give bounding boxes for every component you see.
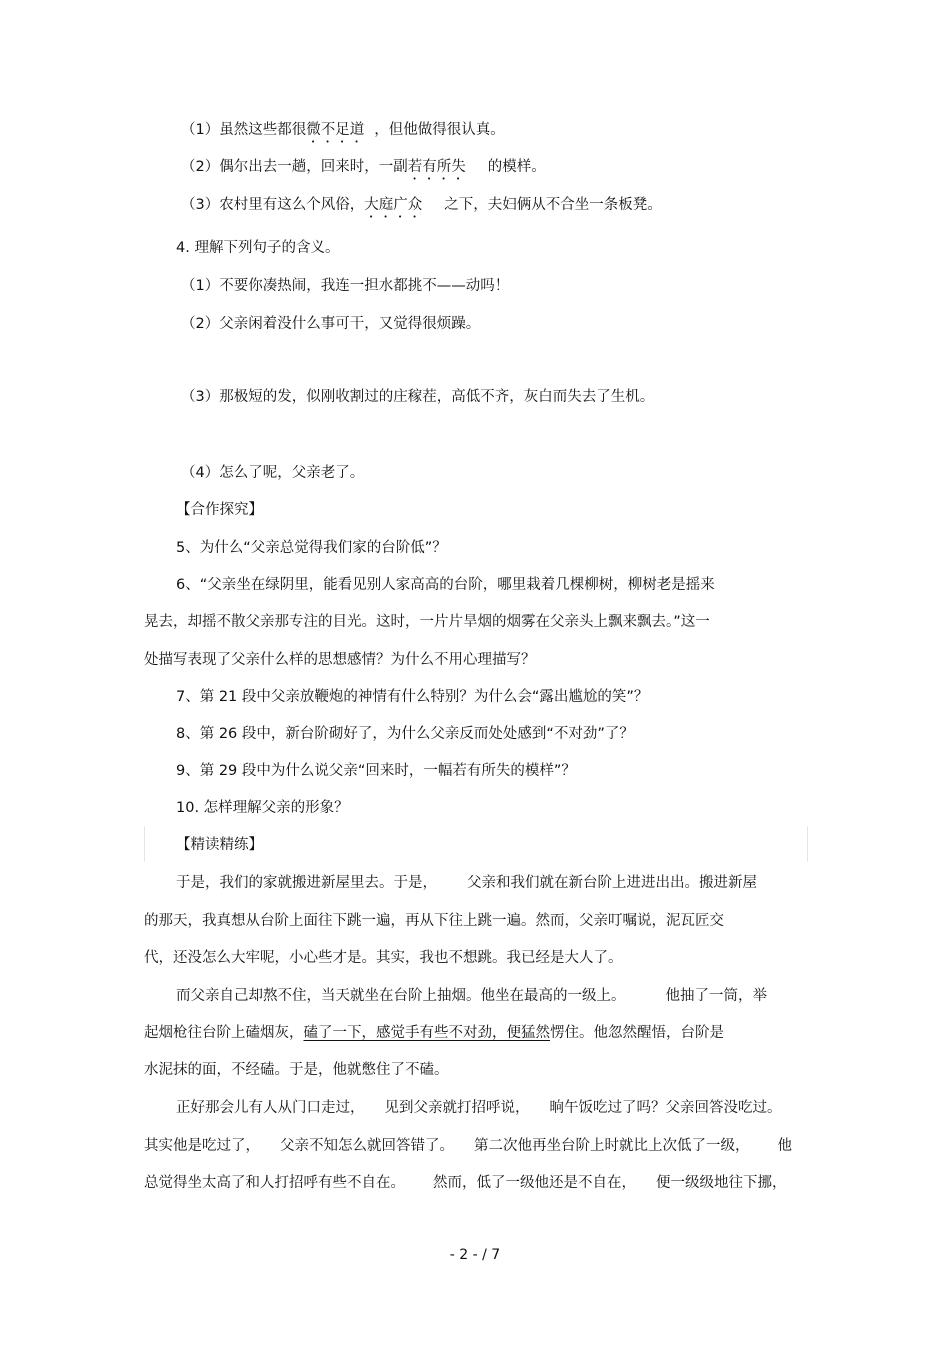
paragraph-2-line-3: 水泥抹的面，不经磕。于是，他就憋住了不磕。 xyxy=(144,1062,449,1078)
paragraph-3-text: 然而，低了一级他还是不自在， xyxy=(433,1175,636,1191)
question-9: 9、第 29 段中为什么说父亲“回来时，一幅若有所失的模样”？ xyxy=(176,763,576,779)
paragraph-3-text: 他 xyxy=(777,1138,792,1154)
paragraph-2-line-2 xyxy=(144,1023,724,1043)
question-4-sentence-1: （1）不要你凑热闹，我连一担水都挑不——动吗！ xyxy=(181,278,510,294)
paragraph-2-text: 起烟枪往台阶上磕烟灰， xyxy=(144,1025,304,1041)
vocab-sentence-1 xyxy=(181,120,505,146)
paragraph-3-text: 见到父亲就打招呼说， xyxy=(384,1100,530,1116)
vocab-sentence-2 xyxy=(181,157,546,183)
vocab-sentence-2-after: 的模样。 xyxy=(487,159,546,175)
question-4-title: 4. 理解下列句子的含义。 xyxy=(176,240,340,256)
vocab-emphasis-1: 微不足道 xyxy=(306,122,365,138)
question-6-line-2: 晃去，却摇不散父亲那专注的目光。这时，一片片旱烟的烟雾在父亲头上飘来飘去。”这一 xyxy=(144,614,710,630)
paragraph-1-line-2: 的那天，我真想从台阶上面往下跳一遍，再从下往上跳一遍。然而，父亲叮嘱说，泥瓦匠交 xyxy=(144,913,724,929)
paragraph-2-text: 他抽了一筒，举 xyxy=(665,988,767,1004)
question-5: 5、为什么“父亲总觉得我们家的台阶低”？ xyxy=(176,540,447,556)
paragraph-1-text: 父亲和我们就在新台阶上进进出出。搬进新屋 xyxy=(467,875,757,891)
paragraph-3-line-2 xyxy=(144,1136,792,1156)
paragraph-3-text: 第二次他再坐台阶上时就比上次低了一级， xyxy=(474,1138,750,1154)
paragraph-2-text: 愣住。他忽然醒悟，台阶是 xyxy=(550,1025,724,1041)
paragraph-3-text: 晌午饭吃过了吗？父亲回答没吃过。 xyxy=(549,1100,782,1116)
question-6-line-3: 处描写表现了父亲什么样的思想感情？为什么不用心理描写？ xyxy=(144,652,536,668)
question-8: 8、第 26 段中，新台阶砌好了，为什么父亲反而处处感到“不对劲”了？ xyxy=(176,726,634,742)
question-10: 10. 怎样理解父亲的形象？ xyxy=(176,800,349,816)
paragraph-3-line-1 xyxy=(176,1098,782,1118)
paragraph-2-text: 而父亲自己却熬不住，当天就坐在台阶上抽烟。他坐在最高的一级上。 xyxy=(176,988,626,1004)
vocab-sentence-1-after: ，但他做得很认真。 xyxy=(374,122,505,138)
vocab-sentence-1-before: （1）虽然这些都很 xyxy=(181,122,307,138)
page-number: - 2 - / 7 xyxy=(449,1247,501,1263)
vocab-sentence-3-before: （3）农村里有这么个风俗， xyxy=(181,197,365,213)
question-4-sentence-4: （4）怎么了呢，父亲老了。 xyxy=(181,465,365,481)
vocab-sentence-2-before: （2）偶尔出去一趟，回来时，一副 xyxy=(181,159,408,175)
vocab-sentence-3 xyxy=(181,195,662,221)
paragraph-1-line-1 xyxy=(176,873,757,893)
paragraph-1-line-3: 代，还没怎么大牢呢，小心些才是。其实，我也不想跳。我已经是大人了。 xyxy=(144,950,623,966)
section-heading-cooperative: 【合作探究】 xyxy=(176,502,263,518)
paragraph-3-line-3 xyxy=(144,1173,787,1193)
question-6-line-1: 6、“父亲坐在绿阴里，能看见别人家高高的台阶，哪里栽着几棵柳树，柳树老是摇来 xyxy=(176,577,715,593)
paragraph-3-text: 其实他是吃过了， xyxy=(144,1138,260,1154)
question-4-sentence-2: （2）父亲闲着没什么事可干，又觉得很烦躁。 xyxy=(181,316,481,332)
section-border-left xyxy=(144,826,145,862)
question-7: 7、第 21 段中父亲放鞭炮的神情有什么特别？为什么会“露出尴尬的笑”？ xyxy=(176,689,649,705)
paragraph-3-text: 父亲不知怎么就回答错了。 xyxy=(280,1138,454,1154)
vocab-emphasis-2: 若有所失 xyxy=(407,159,466,175)
question-4-sentence-3: （3）那极短的发，似刚收割过的庄稼茬，高低不齐，灰白而失去了生机。 xyxy=(181,389,655,405)
paragraph-3-text: 便一级级地往下挪， xyxy=(656,1175,787,1191)
paragraph-3-text: 总觉得坐太高了和人打招呼有些不自在。 xyxy=(144,1175,405,1191)
paragraph-1-text: 于是，我们的家就搬进新屋里去。于是， xyxy=(176,875,437,891)
section-border-right xyxy=(807,826,808,862)
paragraph-2-line-1 xyxy=(176,986,767,1006)
paragraph-3-text: 正好那会儿有人从门口走过， xyxy=(176,1100,365,1116)
vocab-emphasis-3: 大庭广众 xyxy=(364,197,423,213)
section-heading-reading: 【精读精练】 xyxy=(176,837,263,853)
vocab-sentence-3-after: 之下，夫妇俩从不合坐一条板凳。 xyxy=(444,197,662,213)
paragraph-2-underlined-phrase: 磕了一下，感觉手有些不对劲，便猛然 xyxy=(303,1025,550,1041)
